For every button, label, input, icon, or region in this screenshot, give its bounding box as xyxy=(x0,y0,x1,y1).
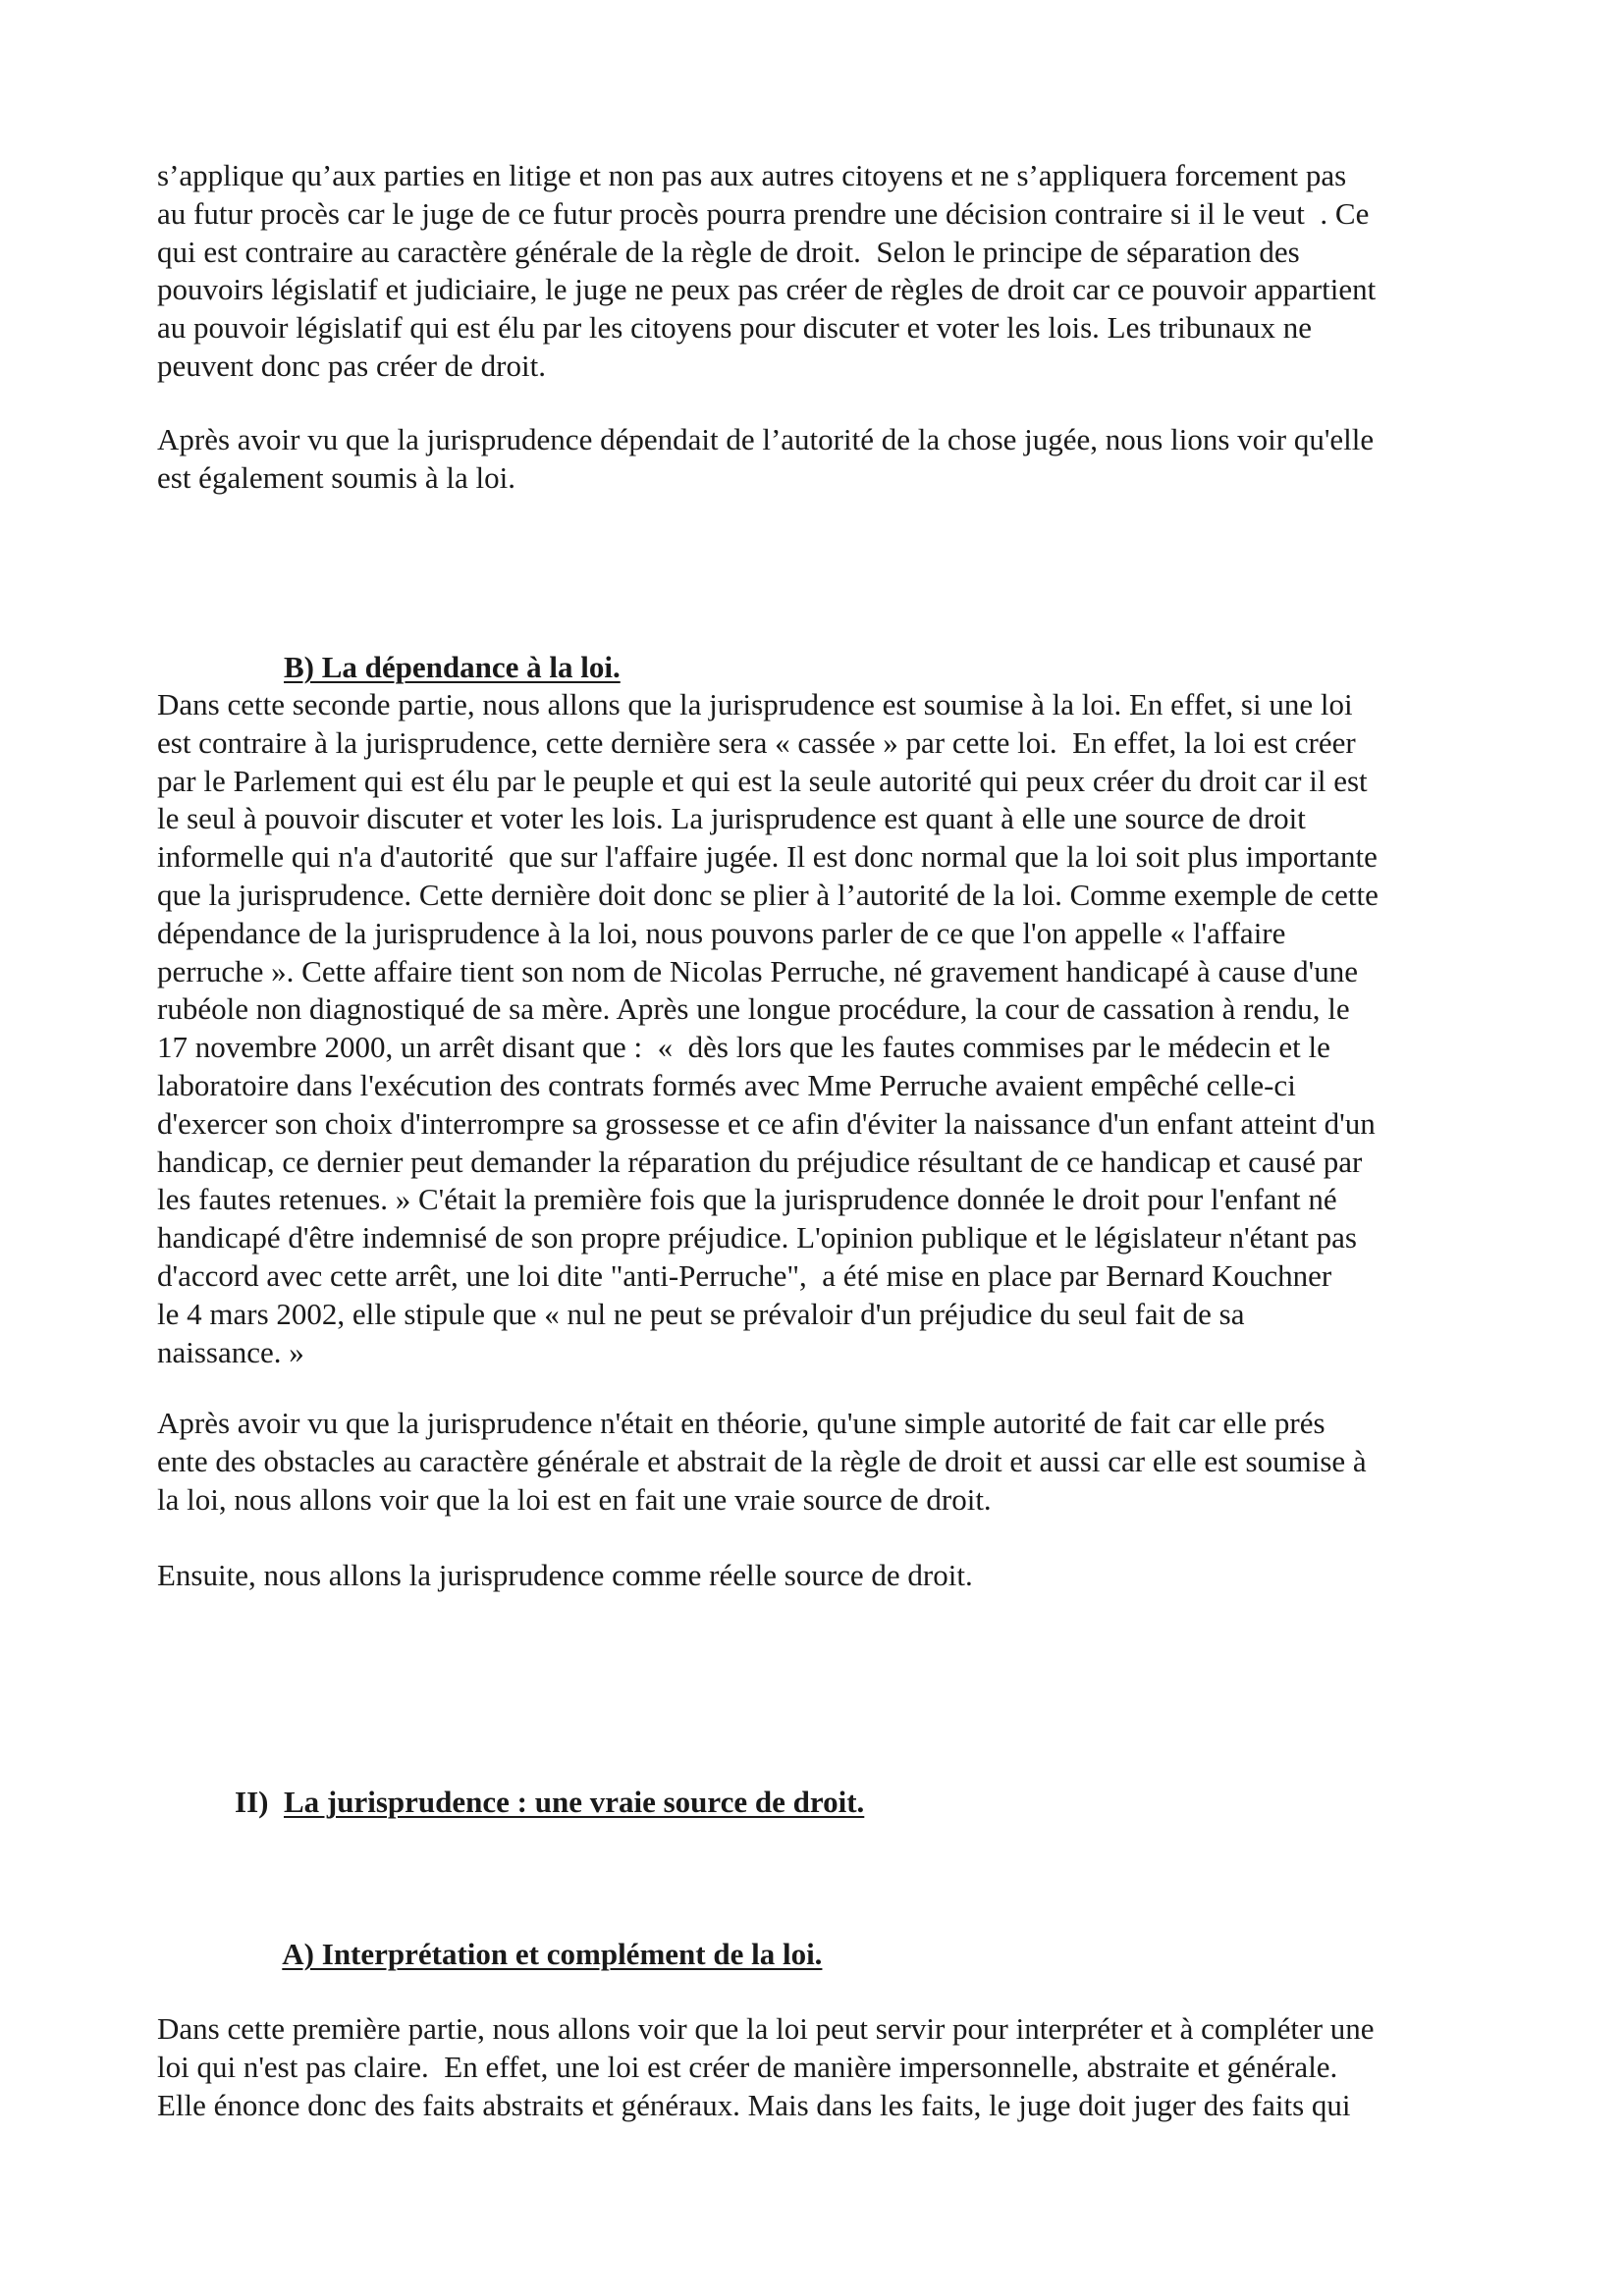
text-line: le seul à pouvoir discuter et voter les lois. La jurisprudence est quant à elle une source de droit xyxy=(157,801,1306,836)
text-line: rubéole non diagnostiqué de sa mère. Après une longue procédure, la cour de cassation à rendu, le xyxy=(157,991,1350,1027)
text-line: le 4 mars 2002, elle stipule que « nul ne peut se prévaloir d'un préjudice du seul fait de sa xyxy=(157,1296,1245,1331)
text-line: peuvent donc pas créer de droit. xyxy=(157,347,546,383)
text-line: au futur procès car le juge de ce futur procès pourra prendre une décision contraire si il le veut . Ce xyxy=(157,195,1370,231)
text-line: laboratoire dans l'exécution des contrats formés avec Mme Perruche avaient empêché celle-ci xyxy=(157,1067,1296,1102)
text-line: ente des obstacles au caractère générale et abstrait de la règle de droit et aussi car elle est soumise à xyxy=(157,1443,1367,1478)
text-line: d'exercer son choix d'interrompre sa grossesse et ce afin d'éviter la naissance d'un enfant atteint d'un xyxy=(157,1105,1376,1141)
text-line: Après avoir vu que la jurisprudence dépendait de l’autorité de la chose jugée, nous lions voir qu'elle xyxy=(157,422,1375,456)
paragraph-2 xyxy=(157,421,1492,498)
text-line: au pouvoir législatif qui est élu par les citoyens pour discuter et voter les lois. Les tribunaux ne xyxy=(157,310,1312,346)
text-line: les fautes retenues. » C'était la première fois que la jurisprudence donnée le droit pour l'enfant né xyxy=(157,1182,1337,1217)
text-line: Dans cette première partie, nous allons voir que la loi peut servir pour interpréter et à compléter une xyxy=(157,2011,1375,2046)
heading-text: La jurisprudence : une vraie source de droit. xyxy=(284,1785,865,1819)
text-line: la loi, nous allons voir que la loi est en fait une vraie source de droit. xyxy=(157,1481,992,1517)
text-line: dépendance de la jurisprudence à la loi, nous pouvons parler de ce que l'on appelle « l'affaire xyxy=(157,915,1286,950)
text-line: Ensuite, nous allons la jurisprudence comme réelle source de droit. xyxy=(157,1558,973,1592)
text-line: Elle énonce donc des faits abstraits et généraux. Mais dans les faits, le juge doit juger des faits qui xyxy=(157,2087,1351,2122)
paragraph-6 xyxy=(157,2010,1492,2124)
text-line: d'accord avec cette arrêt, une loi dite "anti-Perruche", a été mise en place par Bernard Kouchner xyxy=(157,1257,1332,1293)
paragraph-4 xyxy=(157,1405,1492,1519)
section-heading-ii-title xyxy=(253,1746,864,1858)
text-line: est contraire à la jurisprudence, cette dernière sera « cassée » par cette loi. En effet, la loi est créer xyxy=(157,724,1356,760)
text-line: Dans cette seconde partie, nous allons que la jurisprudence est soumise à la loi. En effet, si une loi xyxy=(157,687,1353,721)
text-line: informelle qui n'a d'autorité que sur l'affaire jugée. Il est donc normal que la loi soit plus importante xyxy=(157,839,1378,875)
section-heading-a xyxy=(253,1898,822,2010)
paragraph-3 xyxy=(157,686,1492,1371)
text-line: 17 novembre 2000, un arrêt disant que : « dès lors que les fautes commises par le médecin et le xyxy=(157,1030,1330,1065)
text-line: naissance. » xyxy=(157,1334,304,1369)
text-line: Après avoir vu que la jurisprudence n'était en théorie, qu'une simple autorité de fait car elle prés xyxy=(157,1406,1325,1440)
text-line: pouvoirs législatif et judiciaire, le juge ne peux pas créer de règles de droit car ce pouvoir appartient xyxy=(157,272,1377,307)
text-line: loi qui n'est pas claire. En effet, une loi est créer de manière impersonnelle, abstraite et générale. xyxy=(157,2049,1338,2084)
text-line: que la jurisprudence. Cette dernière doit donc se plier à l’autorité de la loi. Comme exemple de cette xyxy=(157,877,1379,912)
text-line: handicapé d'être indemnisé de son propre préjudice. L'opinion publique et le législateur n'étant pas xyxy=(157,1220,1357,1255)
text-line: est également soumis à la loi. xyxy=(157,459,516,495)
text-line: perruche ». Cette affaire tient son nom de Nicolas Perruche, né gravement handicapé à cause d'une xyxy=(157,953,1358,988)
heading-number: II) xyxy=(235,1785,269,1819)
text-line: par le Parlement qui est élu par le peuple et qui est la seule autorité qui peux créer du droit car il est xyxy=(157,763,1368,798)
text-line: s’applique qu’aux parties en litige et non pas aux autres citoyens et ne s’appliquera forcement pas xyxy=(157,158,1347,192)
heading-text: A) Interprétation et complément de la loi. xyxy=(282,1937,823,1971)
paragraph-1 xyxy=(157,157,1492,386)
text-line: qui est contraire au caractère générale de la règle de droit. Selon le principe de séparation des xyxy=(157,234,1300,269)
text-line: handicap, ce dernier peut demander la réparation du préjudice résultant de ce handicap et causé par xyxy=(157,1144,1363,1179)
paragraph-5 xyxy=(157,1557,1492,1595)
heading-text: B) La dépendance à la loi. xyxy=(284,650,621,684)
